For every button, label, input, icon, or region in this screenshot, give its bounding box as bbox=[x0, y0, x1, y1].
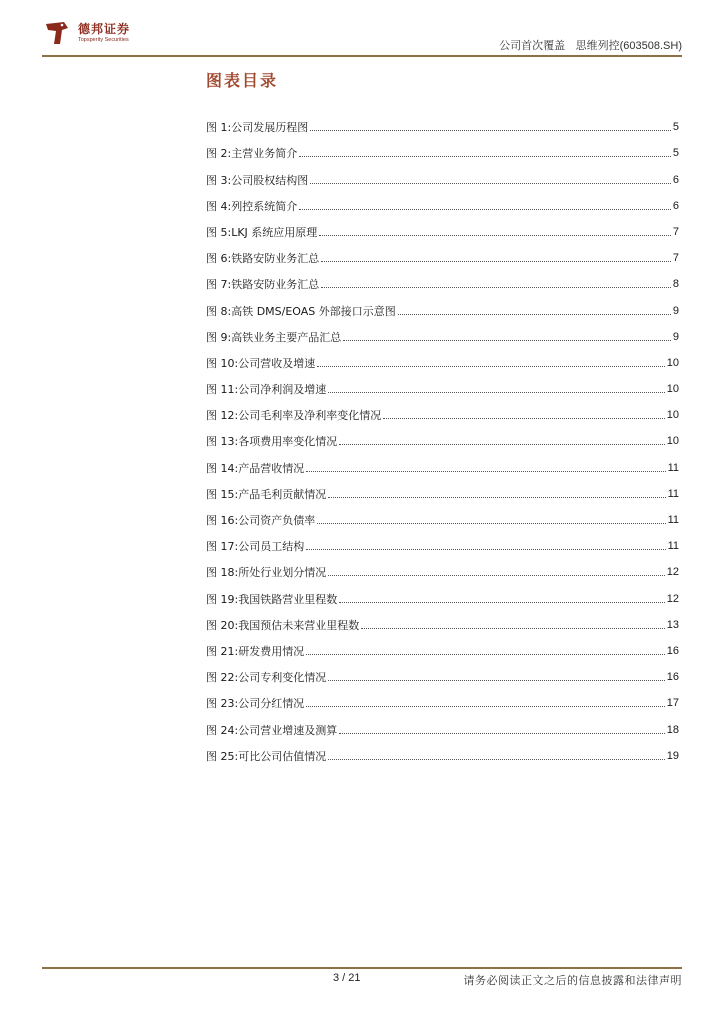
toc-entry-page: 11 bbox=[667, 540, 679, 553]
toc-entry-label: 图 9:高铁业务主要产品汇总 bbox=[206, 330, 342, 344]
toc-entry-label: 图 7:铁路安防业务汇总 bbox=[206, 278, 320, 292]
toc-entry-page: 8 bbox=[672, 278, 679, 291]
toc-leader-dots bbox=[383, 417, 665, 419]
toc-leader-dots bbox=[317, 522, 665, 524]
toc-entry-label: 图 6:铁路安防业务汇总 bbox=[206, 252, 320, 266]
toc-entry-page: 9 bbox=[672, 304, 679, 317]
toc-entry-label: 图 5:LKJ 系统应用原理 bbox=[206, 225, 318, 239]
toc-entry-page: 12 bbox=[666, 566, 679, 579]
toc-leader-dots bbox=[328, 679, 665, 681]
toc-entry-page: 6 bbox=[672, 173, 679, 186]
toc-title: 图表目录 bbox=[206, 71, 279, 90]
toc-leader-dots bbox=[317, 365, 665, 367]
toc-leader-dots bbox=[321, 286, 671, 288]
toc-entry-label: 图 8:高铁 DMS/EOAS 外部接口示意图 bbox=[206, 304, 396, 318]
toc-entry-page: 10 bbox=[666, 435, 679, 448]
toc-entry-page: 12 bbox=[666, 592, 679, 605]
report-header bbox=[499, 37, 682, 53]
toc-entry-page: 18 bbox=[666, 723, 679, 736]
toc-leader-dots bbox=[310, 129, 671, 131]
dragon-logo-icon bbox=[42, 18, 72, 48]
toc-entry[interactable] bbox=[206, 475, 679, 501]
toc-entry-label: 图 3:公司股权结构图 bbox=[206, 173, 309, 187]
toc-entry-label: 图 25:可比公司估值情况 bbox=[206, 749, 327, 763]
toc-leader-dots bbox=[299, 208, 671, 210]
toc-entry-label: 图 15:产品毛利贡献情况 bbox=[206, 487, 327, 501]
toc-entry-page: 7 bbox=[672, 225, 679, 238]
footer-rule bbox=[42, 967, 682, 969]
toc-entry[interactable] bbox=[206, 710, 679, 736]
header-rule bbox=[42, 55, 682, 57]
toc-entry[interactable] bbox=[206, 527, 679, 553]
toc-entry[interactable] bbox=[206, 396, 679, 422]
disclaimer: 请务必阅读正文之后的信息披露和法律声明 bbox=[463, 974, 682, 987]
toc-entry[interactable] bbox=[206, 501, 679, 527]
toc-entry[interactable] bbox=[206, 553, 679, 579]
toc-entry-label: 图 21:研发费用情况 bbox=[206, 644, 305, 658]
toc-entry[interactable] bbox=[206, 187, 679, 213]
toc-leader-dots bbox=[306, 548, 665, 550]
toc-leader-dots bbox=[319, 234, 671, 236]
toc-entry[interactable] bbox=[206, 737, 679, 763]
toc-entry[interactable] bbox=[206, 632, 679, 658]
report-type: 公司首次覆盖 bbox=[499, 39, 566, 52]
toc-leader-dots bbox=[310, 182, 671, 184]
toc-entry[interactable] bbox=[206, 579, 679, 605]
toc-entry[interactable] bbox=[206, 658, 679, 684]
toc-list bbox=[206, 108, 679, 763]
toc-entry[interactable] bbox=[206, 448, 679, 474]
toc-entry-label: 图 2:主营业务简介 bbox=[206, 147, 298, 161]
toc-leader-dots bbox=[321, 260, 671, 262]
toc-entry[interactable] bbox=[206, 160, 679, 186]
toc-entry-page: 17 bbox=[666, 697, 679, 710]
toc-entry-label: 图 23:公司分红情况 bbox=[206, 697, 305, 711]
toc-entry-page: 16 bbox=[666, 644, 679, 657]
toc-entry[interactable] bbox=[206, 318, 679, 344]
toc-entry[interactable] bbox=[206, 606, 679, 632]
toc-leader-dots bbox=[299, 155, 671, 157]
logo-name-cn: 德邦证券 bbox=[78, 22, 131, 36]
toc-entry-page: 10 bbox=[666, 409, 679, 422]
toc-entry-label: 图 18:所处行业划分情况 bbox=[206, 566, 327, 580]
toc-leader-dots bbox=[328, 391, 665, 393]
toc-leader-dots bbox=[339, 601, 665, 603]
toc-leader-dots bbox=[306, 470, 665, 472]
toc-leader-dots bbox=[306, 653, 665, 655]
toc-entry[interactable] bbox=[206, 422, 679, 448]
toc-entry[interactable] bbox=[206, 291, 679, 317]
toc-entry[interactable] bbox=[206, 108, 679, 134]
page-number: 3 / 21 bbox=[333, 972, 361, 984]
toc-entry[interactable] bbox=[206, 239, 679, 265]
toc-leader-dots bbox=[361, 627, 665, 629]
ticker: (603508.SH) bbox=[619, 40, 682, 52]
toc-leader-dots bbox=[339, 443, 665, 445]
toc-entry-page: 19 bbox=[666, 749, 679, 762]
toc-entry-label: 图 24:公司营业增速及测算 bbox=[206, 723, 338, 737]
toc-entry-label: 图 16:公司资产负债率 bbox=[206, 514, 316, 527]
toc-leader-dots bbox=[328, 574, 665, 576]
logo-name-en: Topsperity Securities bbox=[78, 37, 129, 43]
toc-entry-label: 图 10:公司营收及增速 bbox=[206, 356, 316, 370]
toc-entry-label: 图 20:我国预估未来营业里程数 bbox=[206, 618, 360, 632]
toc-entry-label: 图 19:我国铁路营业里程数 bbox=[206, 592, 338, 606]
toc-entry[interactable] bbox=[206, 134, 679, 160]
toc-entry-page: 5 bbox=[672, 147, 679, 160]
toc-entry-label: 图 13:各项费用率变化情况 bbox=[206, 435, 338, 449]
toc-entry-page: 11 bbox=[667, 461, 679, 474]
toc-leader-dots bbox=[328, 758, 665, 760]
toc-entry-label: 图 22:公司专利变化情况 bbox=[206, 671, 327, 685]
toc-entry[interactable] bbox=[206, 213, 679, 239]
toc-entry-label: 图 1:公司发展历程图 bbox=[206, 121, 309, 135]
toc-entry[interactable] bbox=[206, 370, 679, 396]
toc-entry-label: 图 11:公司净利润及增速 bbox=[206, 383, 327, 397]
toc-leader-dots bbox=[398, 313, 671, 315]
toc-entry-page: 7 bbox=[672, 252, 679, 265]
logo bbox=[42, 16, 130, 50]
toc-leader-dots bbox=[343, 339, 671, 341]
toc-entry-page: 11 bbox=[667, 514, 679, 526]
toc-entry-page: 16 bbox=[666, 671, 679, 684]
toc-leader-dots bbox=[306, 705, 665, 707]
toc-leader-dots bbox=[328, 496, 665, 498]
toc-entry-page: 5 bbox=[672, 121, 679, 134]
toc-entry[interactable] bbox=[206, 684, 679, 710]
toc-entry-label: 图 4:列控系统简介 bbox=[206, 199, 298, 213]
toc-leader-dots bbox=[339, 732, 665, 734]
company-name: 思维列控 bbox=[575, 39, 620, 52]
toc-entry-label: 图 14:产品营收情况 bbox=[206, 461, 305, 475]
toc-entry-page: 13 bbox=[666, 618, 679, 631]
toc-entry-page: 11 bbox=[667, 487, 679, 500]
toc-entry[interactable] bbox=[206, 265, 679, 291]
toc-entry-label: 图 17:公司员工结构 bbox=[206, 540, 305, 554]
toc-entry[interactable] bbox=[206, 344, 679, 370]
toc-entry-page: 10 bbox=[666, 356, 679, 369]
toc-entry-page: 10 bbox=[666, 383, 679, 396]
toc-entry-page: 6 bbox=[672, 199, 679, 212]
toc-entry-label: 图 12:公司毛利率及净利率变化情况 bbox=[206, 409, 382, 423]
toc-entry-page: 9 bbox=[672, 330, 679, 343]
